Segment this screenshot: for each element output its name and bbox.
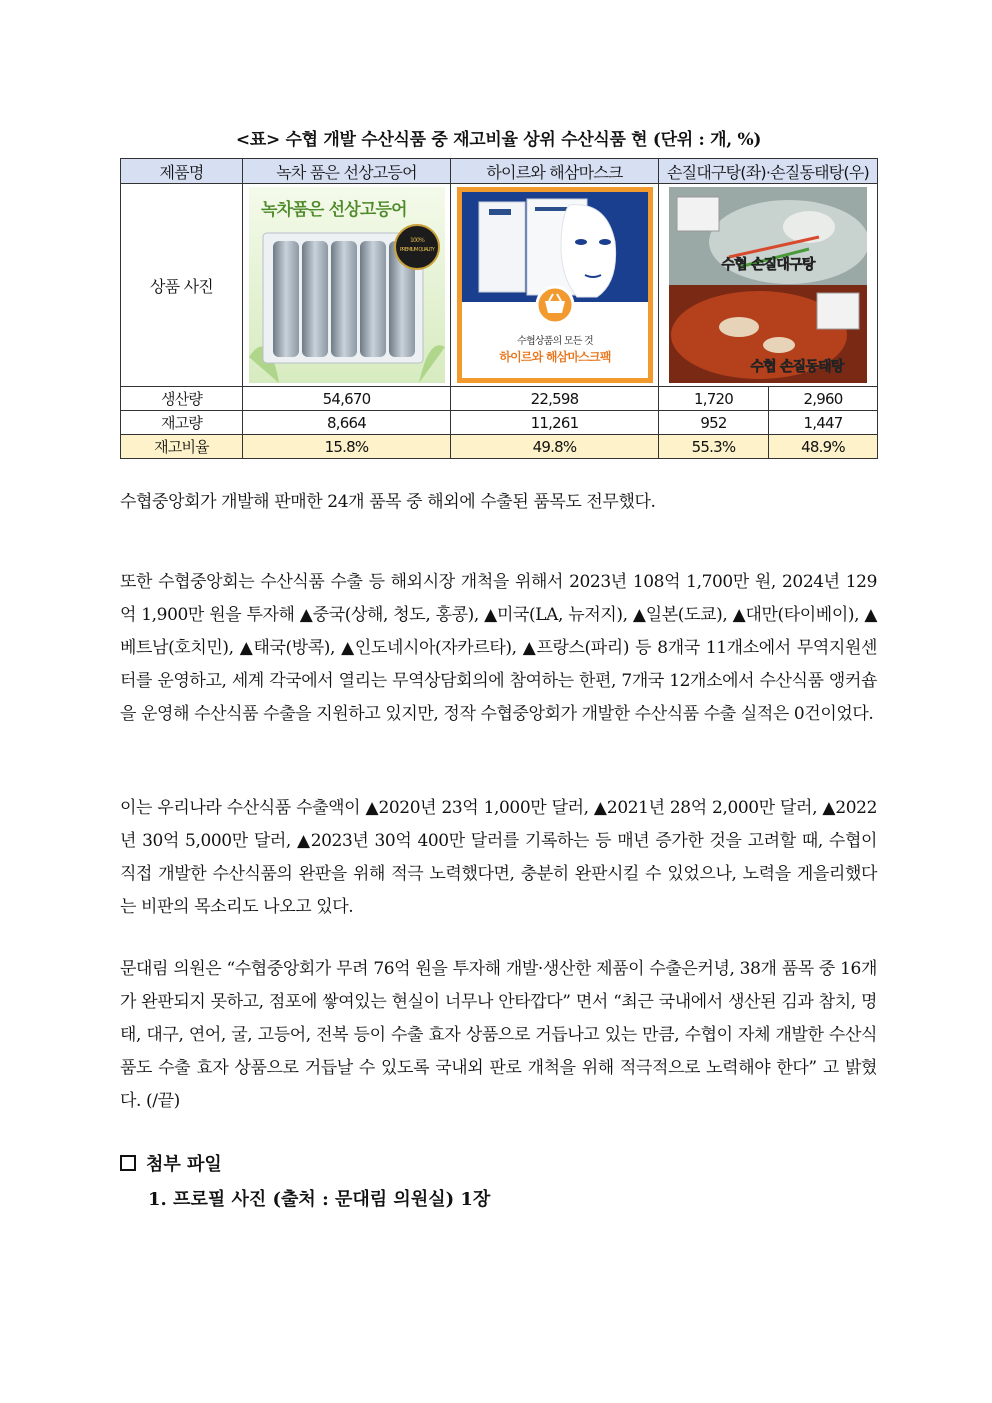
photo-row-label: 상품 사진 xyxy=(121,184,243,387)
table-row-inventory xyxy=(121,411,878,435)
mackerel-image-title: 녹차품은 선상고등어 xyxy=(260,200,407,220)
mackerel-badge-text: PREMIUM QUALITY xyxy=(399,247,434,253)
inventory-pollock-soup: 1,447 xyxy=(769,411,878,435)
row-label-production: 생산량 xyxy=(121,387,243,411)
header-product-name: 제품명 xyxy=(121,159,243,184)
mackerel-photo-cell xyxy=(243,184,451,387)
table-row-inventory-ratio xyxy=(121,435,878,459)
ratio-cod-soup: 55.3% xyxy=(659,435,769,459)
production-pollock-soup: 2,960 xyxy=(769,387,878,411)
ratio-pollock-soup: 48.9% xyxy=(769,435,878,459)
paragraph-1: 수협중앙회가 개발해 판매한 24개 품목 중 해외에 수출된 품목도 전무했다. xyxy=(120,492,656,512)
mackerel-badge-top: 100% xyxy=(409,237,424,244)
table-caption: <표> 수협 개발 수산식품 중 재고비율 상위 수산식품 현 (단위 : 개, %) xyxy=(235,130,762,150)
production-cod-soup: 1,720 xyxy=(659,387,769,411)
soup-product-image xyxy=(669,187,867,383)
soup-image-bottom-text: 수협 손질동태탕 xyxy=(750,359,844,375)
mask-image-line1: 수협상품의 모든 것 xyxy=(516,336,593,347)
inventory-table xyxy=(120,158,878,459)
production-mackerel: 54,670 xyxy=(243,387,451,411)
paragraph-3: 이는 우리나라 수산식품 수출액이 ▲2020년 23억 1,000만 달러, ▲2021년 28억 2,000만 달러, ▲2022년 30억 5,000만 달러, ▲2023년 30억 400만 달러를 기록하는 등 매년 증가한 것을 고려할 때, 수협이 직접 개발한 수산식품의 완판을 위해 적극 노력했다면, 충분히 완판시킬 수 있었으나, 노력을 게을리했다는 비판의 목소리도 나오고 있다. xyxy=(120,798,877,917)
table-photo-row xyxy=(121,184,878,387)
row-label-inventory: 재고량 xyxy=(121,411,243,435)
header-mackerel: 녹차 품은 선상고등어 xyxy=(243,159,451,184)
header-mask: 하이르와 해삼마스크 xyxy=(451,159,659,184)
paragraph-2: 또한 수협중앙회는 수산식품 수출 등 해외시장 개척을 위해서 2023년 108억 1,700만 원, 2024년 129억 1,900만 원을 투자해 ▲중국(상해, 청도, 홍콩), ▲미국(LA, 뉴저지), ▲일본(도쿄), ▲대만(타이베이), ▲베트남(호치민), ▲태국(방콕), ▲인도네시아(자카르타), ▲프랑스(파리) 등 8개국 11개소에서 무역지원센터를 운영하고, 세계 각국에서 열리는 무역상담회의에 참여하는 한편, 7개국 12개소에서 수산식품 앵커숍을 운영해 수산식품 수출을 지원하고 있지만, 정작 수협중앙회가 개발한 수산식품 수출 실적은 0건이었다. xyxy=(120,572,877,724)
inventory-cod-soup: 952 xyxy=(659,411,769,435)
mackerel-product-image xyxy=(249,187,445,383)
ratio-mackerel: 15.8% xyxy=(243,435,451,459)
paragraph-4: 문대림 의원은 “수협중앙회가 무려 76억 원을 투자해 개발·생산한 제품이 수출은커녕, 38개 품목 중 16개가 완판되지 못하고, 점포에 쌓여있는 현실이 너무나 안타깝다” 면서 “최근 국내에서 생산된 김과 참치, 명태, 대구, 연어, 굴, 고등어, 전복 등이 수출 효자 상품으로 거듭나고 있는 만큼, 수협이 자체 개발한 수산식품도 수출 효자 상품으로 거듭날 수 있도록 국내외 판로 개척을 위해 적극적으로 노력해야 한다” 고 밝혔다. (/끝) xyxy=(120,959,877,1111)
production-mask: 22,598 xyxy=(451,387,659,411)
soup-image-top-text: 수협 손질대구탕 xyxy=(721,257,815,273)
soup-photo-cell xyxy=(659,184,878,387)
mask-photo-cell xyxy=(451,184,659,387)
ratio-mask: 49.8% xyxy=(451,435,659,459)
row-label-ratio: 재고비율 xyxy=(121,435,243,459)
attachment-item: 1. 프로필 사진 (출처 : 문대림 의원실) 1장 xyxy=(148,1189,491,1210)
table-header-row xyxy=(121,159,878,184)
inventory-mask: 11,261 xyxy=(451,411,659,435)
header-soups: 손질대구탕(좌)·손질동태탕(우) xyxy=(659,159,878,184)
attachments-heading xyxy=(120,1150,222,1176)
mask-image-line2: 하이르와 해삼마스크팩 xyxy=(498,350,611,364)
attachments-heading-text: 첨부 파일 xyxy=(146,1154,222,1175)
square-bullet-icon xyxy=(120,1155,136,1171)
mask-product-image xyxy=(457,187,653,383)
inventory-mackerel: 8,664 xyxy=(243,411,451,435)
table-row-production xyxy=(121,387,878,411)
